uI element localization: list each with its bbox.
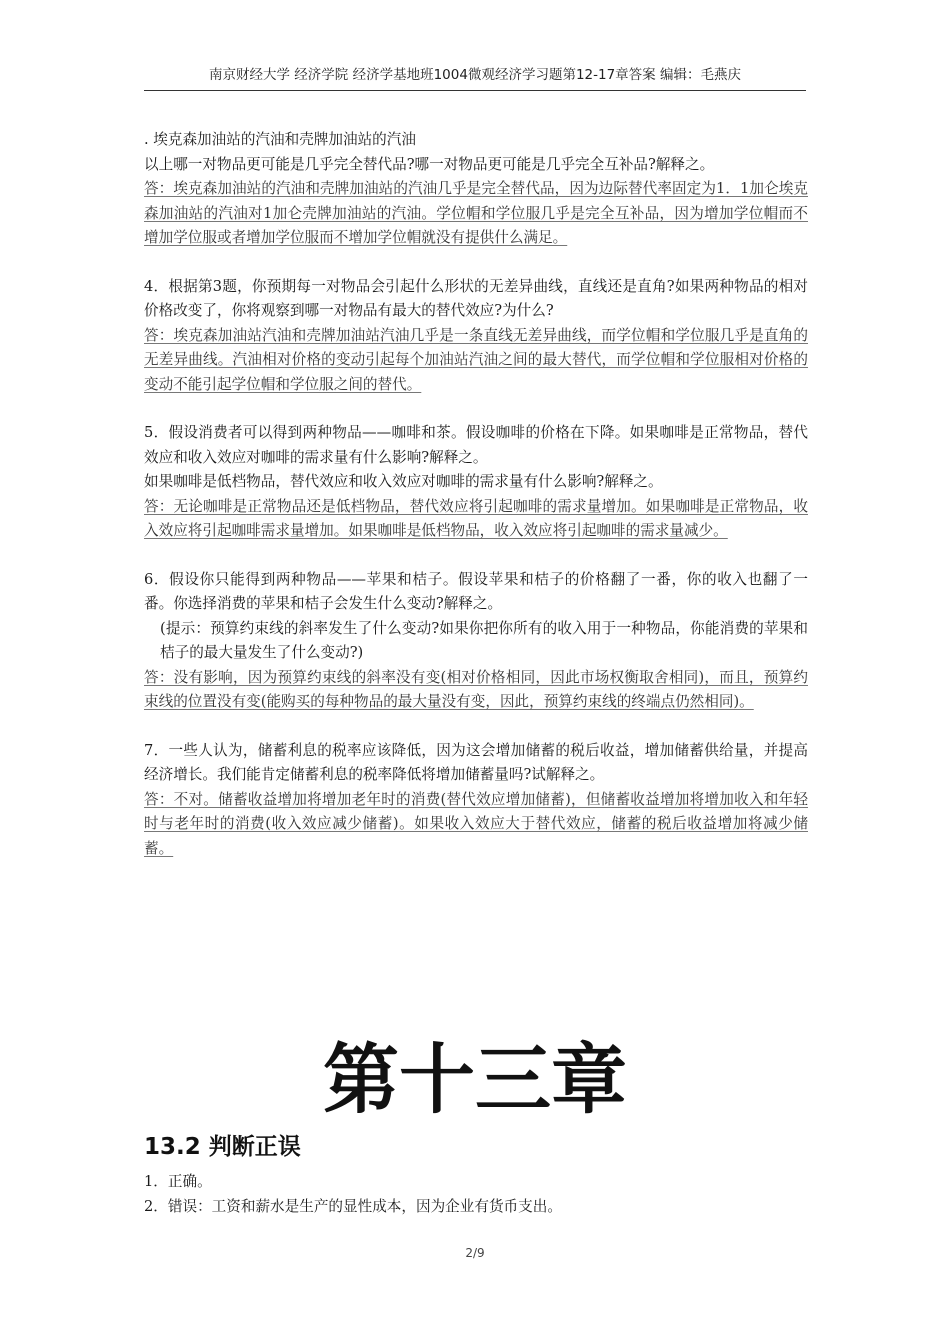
answer-list — [144, 1170, 808, 1219]
section-title: 13.2 判断正误 — [144, 1134, 301, 1160]
q6-answer: 答：没有影响，因为预算约束线的斜率没有变(相对价格相同，因此市场权衡取舍相同)，而且，预算约束线的位置没有变(能购买的每种物品的最大量没有变，因此，预算约束线的终端点仍然相同)。 — [144, 668, 808, 710]
page-header: 南京财经大学 经济学院 经济学基地班1004微观经济学习题第12-17章答案 编辑：毛燕庆 — [144, 64, 806, 91]
q5-question: 5．假设消费者可以得到两种物品——咖啡和茶。假设咖啡的价格在下降。如果咖啡是正常物品，替代效应和收入效应对咖啡的需求量有什么影响?解释之。 — [144, 424, 808, 466]
q6-hint: (提示：预算约束线的斜率发生了什么变动?如果你把你所有的收入用于一种物品，你能消费的苹果和桔子的最大量发生了什么变动?) — [160, 619, 808, 661]
q3-line-1: . 埃克森加油站的汽油和壳牌加油站的汽油 — [144, 131, 416, 148]
q5-answer: 答：无论咖啡是正常物品还是低档物品，替代效应将引起咖啡的需求量增加。如果咖啡是正常物品，收入效应将引起咖啡需求量增加。如果咖啡是低档物品，收入效应将引起咖啡的需求量减少。 — [144, 497, 808, 539]
q5-question-2: 如果咖啡是低档物品，替代效应和收入效应对咖啡的需求量有什么影响?解释之。 — [144, 473, 663, 490]
q4-answer: 答：埃克森加油站汽油和壳牌加油站汽油几乎是一条直线无差异曲线，而学位帽和学位服几乎是直角的无差异曲线。汽油相对价格的变动引起每个加油站汽油之间的最大替代，而学位帽和学位服相对价格的变动不能引起学位帽和学位服之间的替代。 — [144, 326, 808, 393]
q3-line-2: 以上哪一对物品更可能是几乎完全替代品?哪一对物品更可能是几乎完全互补品?解释之。 — [144, 155, 715, 173]
list-item: 1．正确。 — [144, 1173, 212, 1190]
q7-answer: 答：不对。储蓄收益增加将增加老年时的消费(替代效应增加储蓄)，但储蓄收益增加将增加收入和年轻时与老年时的消费(收入效应减少储蓄)。如果收入效应大于替代效应，储蓄的税后收益增加将减少储蓄。 — [144, 790, 808, 857]
chapter-title: 第十三章 — [323, 1035, 627, 1124]
page-number: 2/9 — [465, 1246, 485, 1260]
q7-question: 7．一些人认为，储蓄利息的税率应该降低，因为这会增加储蓄的税后收益，增加储蓄供给量，并提高经济增长。我们能肯定储蓄利息的税率降低将增加储蓄量吗?试解释之。 — [144, 741, 808, 783]
list-item: 2．错误：工资和薪水是生产的显性成本，因为企业有货币支出。 — [144, 1197, 562, 1215]
q4-question: 4．根据第3题，你预期每一对物品会引起什么形状的无差异曲线，直线还是直角?如果两种物品的相对价格改变了，你将观察到哪一对物品有最大的替代效应?为什么? — [144, 277, 808, 319]
document-body — [144, 128, 808, 861]
q3-answer: 答：埃克森加油站的汽油和壳牌加油站的汽油几乎是完全替代品，因为边际替代率固定为1．1加仑埃克森加油站的汽油对1加仑壳牌加油站的汽油。学位帽和学位服几乎是完全互补品，因为增加学位帽而不增加学位服或者增加学位服而不增加学位帽就没有提供什么满足。 — [144, 180, 808, 246]
q6-question: 6．假设你只能得到两种物品——苹果和桔子。假设苹果和桔子的价格翻了一番，你的收入也翻了一番。你选择消费的苹果和桔子会发生什么变动?解释之。 — [144, 570, 808, 612]
